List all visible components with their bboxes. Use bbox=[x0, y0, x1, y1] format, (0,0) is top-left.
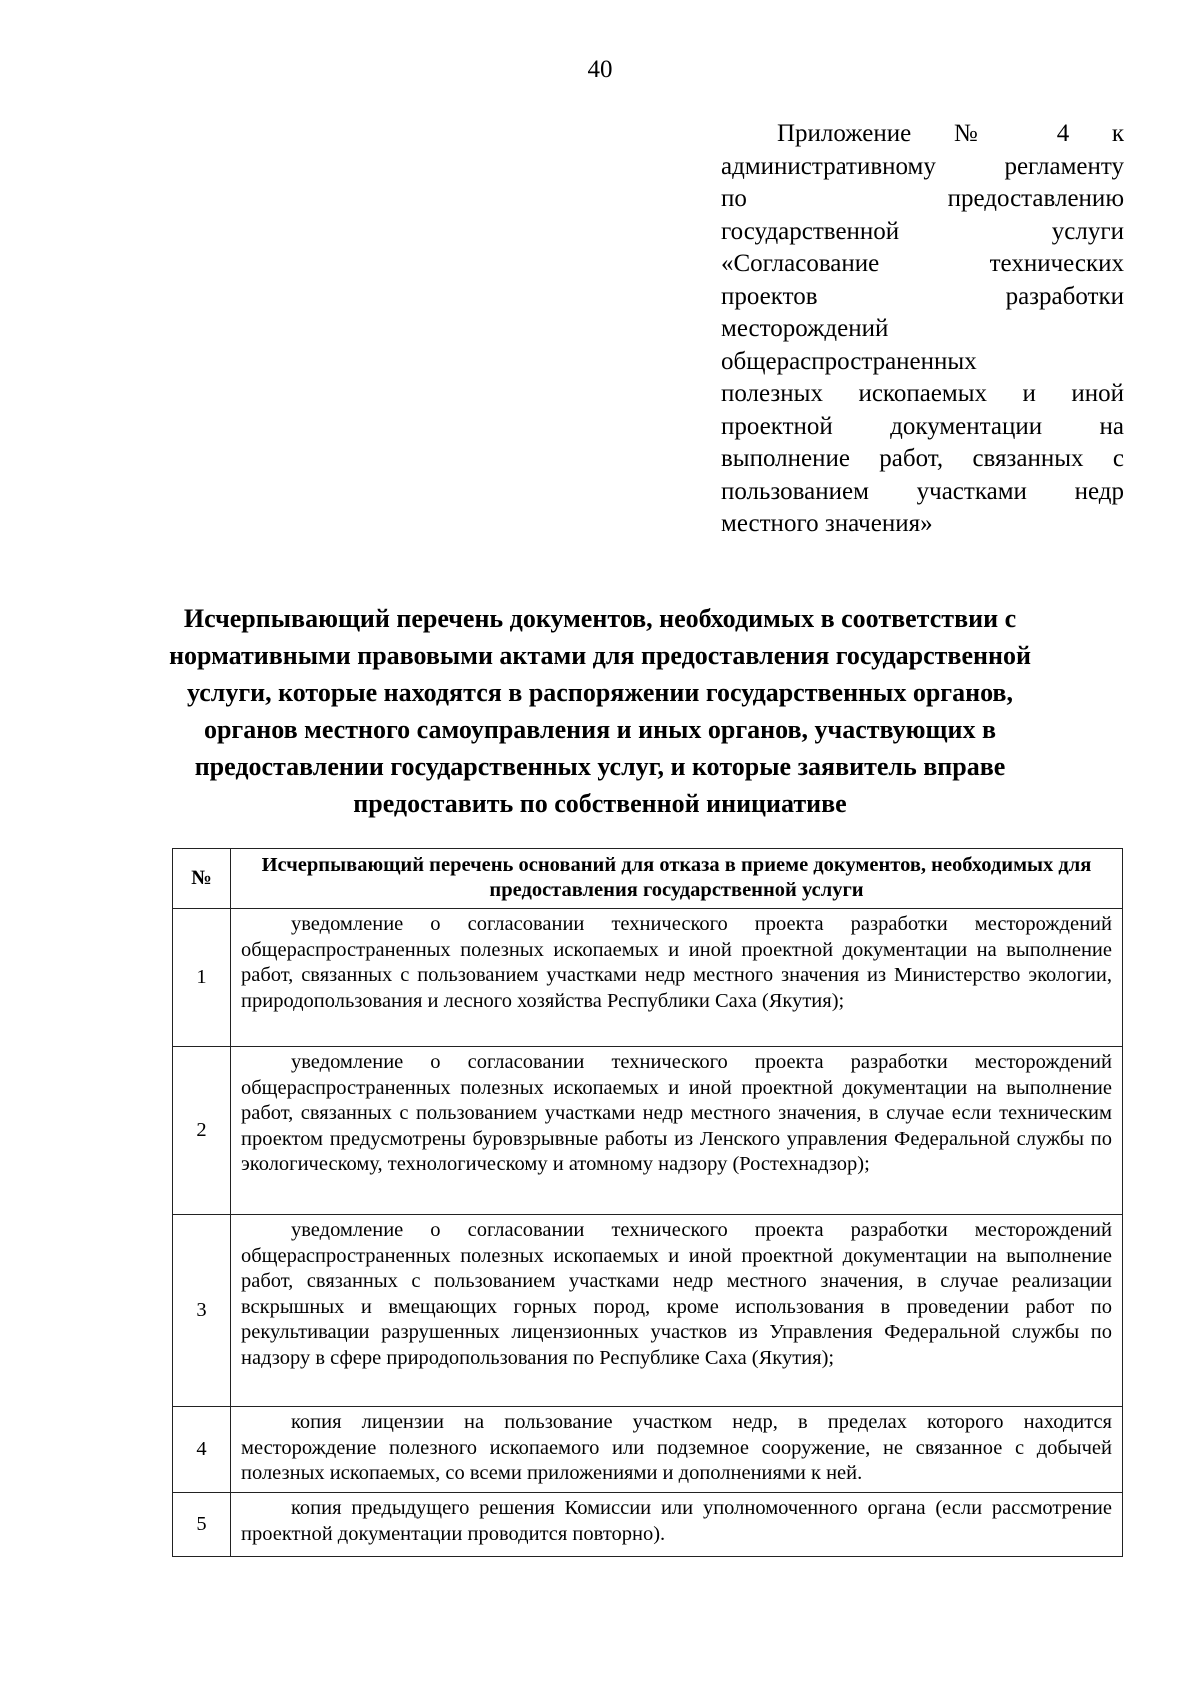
table-row bbox=[173, 1215, 1123, 1407]
row-number: 1 bbox=[173, 909, 231, 1047]
header-description: Исчерпывающий перечень оснований для отказа в приеме документов, необходимых для предоставления государственной услуги bbox=[231, 849, 1123, 909]
appendix-line: государственной услуги bbox=[721, 217, 1124, 245]
title-line: органов местного самоуправления и иных органов, участвующих в bbox=[203, 715, 997, 744]
row-text: уведомление о согласовании технического проекта разработки месторождений общераспространенных полезных ископаемых и иной проектной документации на выполнение работ, связанных с пользованием участками недр местного значения из Министерство экологии, природопользования и лесного хозяйства Республики Саха (Якутия); bbox=[241, 913, 1112, 1012]
appendix-line: проектов разработки bbox=[721, 282, 1124, 310]
title-line: предоставить по собственной инициативе bbox=[353, 789, 847, 818]
row-number: 4 bbox=[173, 1407, 231, 1493]
title-line: услуги, которые находятся в распоряжении государственных органов, bbox=[187, 678, 1013, 707]
row-text: копия предыдущего решения Комиссии или уполномоченного органа (если рассмотрение проектной документации проводится повторно). bbox=[241, 1497, 1112, 1545]
title-line: Исчерпывающий перечень документов, необходимых в соответствии с bbox=[183, 604, 1017, 633]
document-title bbox=[100, 600, 1100, 822]
appendix-reference bbox=[721, 118, 1124, 541]
row-text: уведомление о согласовании технического проекта разработки месторождений общераспространенных полезных ископаемых и иной проектной документации на выполнение работ, связанных с пользованием участками недр местного значения, в случае реализации вскрышных и вмещающих горных пород, кроме использования в проведении работ по рекультивации разрушенных лицензионных участков из Управления Федеральной службы по надзору в сфере природопользования по Республике Саха (Якутия); bbox=[241, 1219, 1112, 1369]
row-text: копия лицензии на пользование участком недр, в пределах которого находится месторождение полезного ископаемого или подземное сооружение, не связанное с добычей полезных ископаемых, со всеми приложениями и дополнениями к ней. bbox=[241, 1411, 1112, 1484]
appendix-line: полезных ископаемых и иной bbox=[721, 380, 1124, 407]
row-text-cell bbox=[231, 1047, 1123, 1215]
row-text-cell bbox=[231, 1407, 1123, 1493]
table-row bbox=[173, 1493, 1123, 1557]
row-number: 5 bbox=[173, 1493, 231, 1557]
row-text: уведомление о согласовании технического проекта разработки месторождений общераспространенных полезных ископаемых и иной проектной документации на выполнение работ, связанных с пользованием участками недр местного значения, в случае если техническим проектом предусмотрены буровзрывные работы из Ленского управления Федеральной службы по экологическому, технологическому и атомному надзору (Ростехнадзор); bbox=[241, 1051, 1112, 1175]
appendix-line: «Согласование технических bbox=[721, 250, 1124, 277]
appendix-line: общераспространенных bbox=[721, 347, 977, 375]
appendix-line: пользованием участками недр bbox=[721, 477, 1124, 505]
title-line: предоставлении государственных услуг, и которые заявитель вправе bbox=[194, 752, 1006, 781]
appendix-line: административному регламенту bbox=[721, 152, 1124, 180]
title-line: нормативными правовыми актами для предоставления государственной bbox=[169, 641, 1031, 670]
table-row bbox=[173, 1047, 1123, 1215]
documents-table bbox=[172, 848, 1123, 1557]
row-text-cell bbox=[231, 1215, 1123, 1407]
appendix-line: Приложение № 4 к bbox=[777, 120, 1124, 147]
row-number: 2 bbox=[173, 1047, 231, 1215]
table-row bbox=[173, 1407, 1123, 1493]
appendix-line: проектной документации на bbox=[721, 412, 1124, 440]
appendix-line: месторождений bbox=[721, 315, 889, 342]
page-number: 40 bbox=[587, 56, 613, 83]
appendix-line: выполнение работ, связанных с bbox=[721, 445, 1124, 472]
header-number: № bbox=[173, 849, 231, 909]
appendix-line: местного значения» bbox=[721, 510, 933, 537]
appendix-line: по предоставлению bbox=[721, 185, 1124, 212]
row-number: 3 bbox=[173, 1215, 231, 1407]
row-text-cell bbox=[231, 909, 1123, 1047]
table-row bbox=[173, 909, 1123, 1047]
row-text-cell bbox=[231, 1493, 1123, 1557]
table-header-row bbox=[173, 849, 1123, 909]
